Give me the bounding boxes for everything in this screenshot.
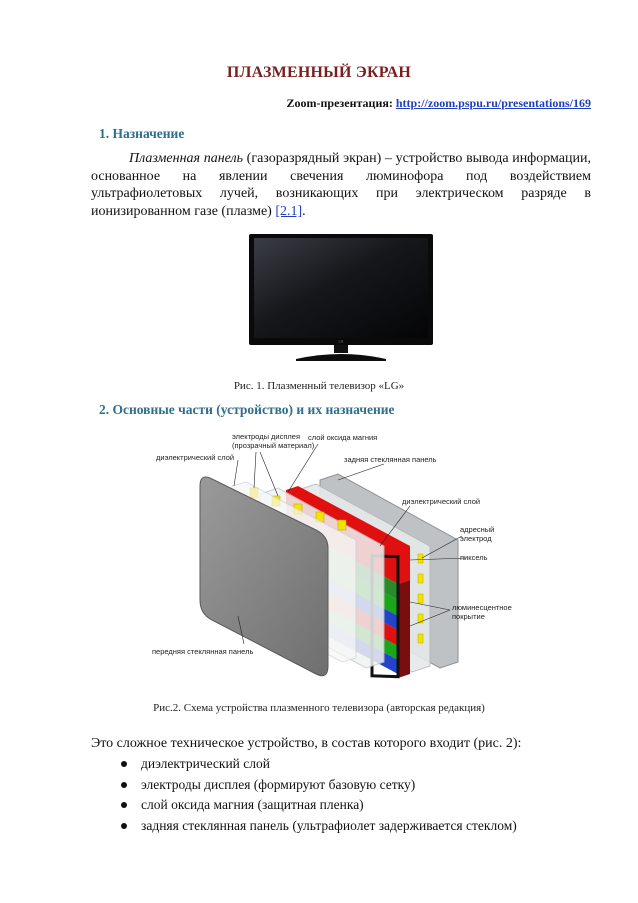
label-display-electrodes-1: электроды дисплея [232,432,301,441]
section-heading-parts: 2. Основные части (устройство) и их назначение [99,402,395,417]
label-pixel: пиксель [460,553,488,562]
term-plasma-panel: Плазменная панель [129,151,243,166]
figure1-caption: Рис. 1. Плазменный телевизор «LG» [233,380,405,392]
tv-neck [334,345,348,353]
tv-stand [296,354,386,361]
reference-link[interactable]: [2.1] [275,203,303,219]
tv-logo: LG [338,339,344,344]
definition-text: (газоразрядный экран) – устройство вывода информации, основанное на явлении свечения люминофора под воздействием ультрафиолетовых лучей, возникающих при электрическом разряде в ионизированном газе (плазме) [91,151,591,219]
bullet-icon [121,782,127,788]
label-address-electrode-2: электрод [460,534,492,543]
label-phosphor-1: люминесцентное [452,603,512,612]
label-dielectric-left: диэлектрический слой [156,453,235,462]
list-item: слой оксида магния (защитная пленка) [120,795,517,816]
intro-text: Это сложное техническое устройство, в состав которого входит (рис. 2): [91,736,522,751]
plasma-panel-diagram [148,430,530,695]
components-list [120,754,517,836]
label-phosphor-2: покрытие [452,612,485,621]
section-heading-purpose: 1. Назначение [99,126,185,141]
bullet-icon [121,802,127,808]
definition-paragraph [91,150,591,220]
bullet-icon [121,761,127,767]
list-item: электроды дисплея (формируют базовую сетку) [120,775,517,796]
figure2-caption: Рис.2. Схема устройства плазменного телевизора (авторская редакция) [153,702,485,714]
list-item: задняя стеклянная панель (ультрафиолет задерживается стеклом) [120,816,517,837]
label-magnesium-oxide: слой оксида магния [308,433,378,442]
label-address-electrode-1: адресный [460,525,495,534]
document-title: ПЛАЗМЕННЫЙ ЭКРАН [226,64,412,81]
list-item: диэлектрический слой [120,754,517,775]
tv-image [248,233,434,363]
label-display-electrodes-2: (прозрачный материал) [232,441,315,450]
zoom-label: Zoom-презентация: [286,96,396,110]
zoom-link[interactable]: http://zoom.pspu.ru/presentations/169 [395,96,591,110]
bullet-icon [121,823,127,829]
zoom-presentation-line [287,96,591,111]
label-dielectric-right: диэлектрический слой [402,497,481,506]
tv-screen [254,238,428,338]
label-rear-glass: задняя стеклянная панель [344,455,437,464]
definition-end: . [302,203,306,219]
label-front-glass: передняя стеклянная панель [152,647,254,656]
